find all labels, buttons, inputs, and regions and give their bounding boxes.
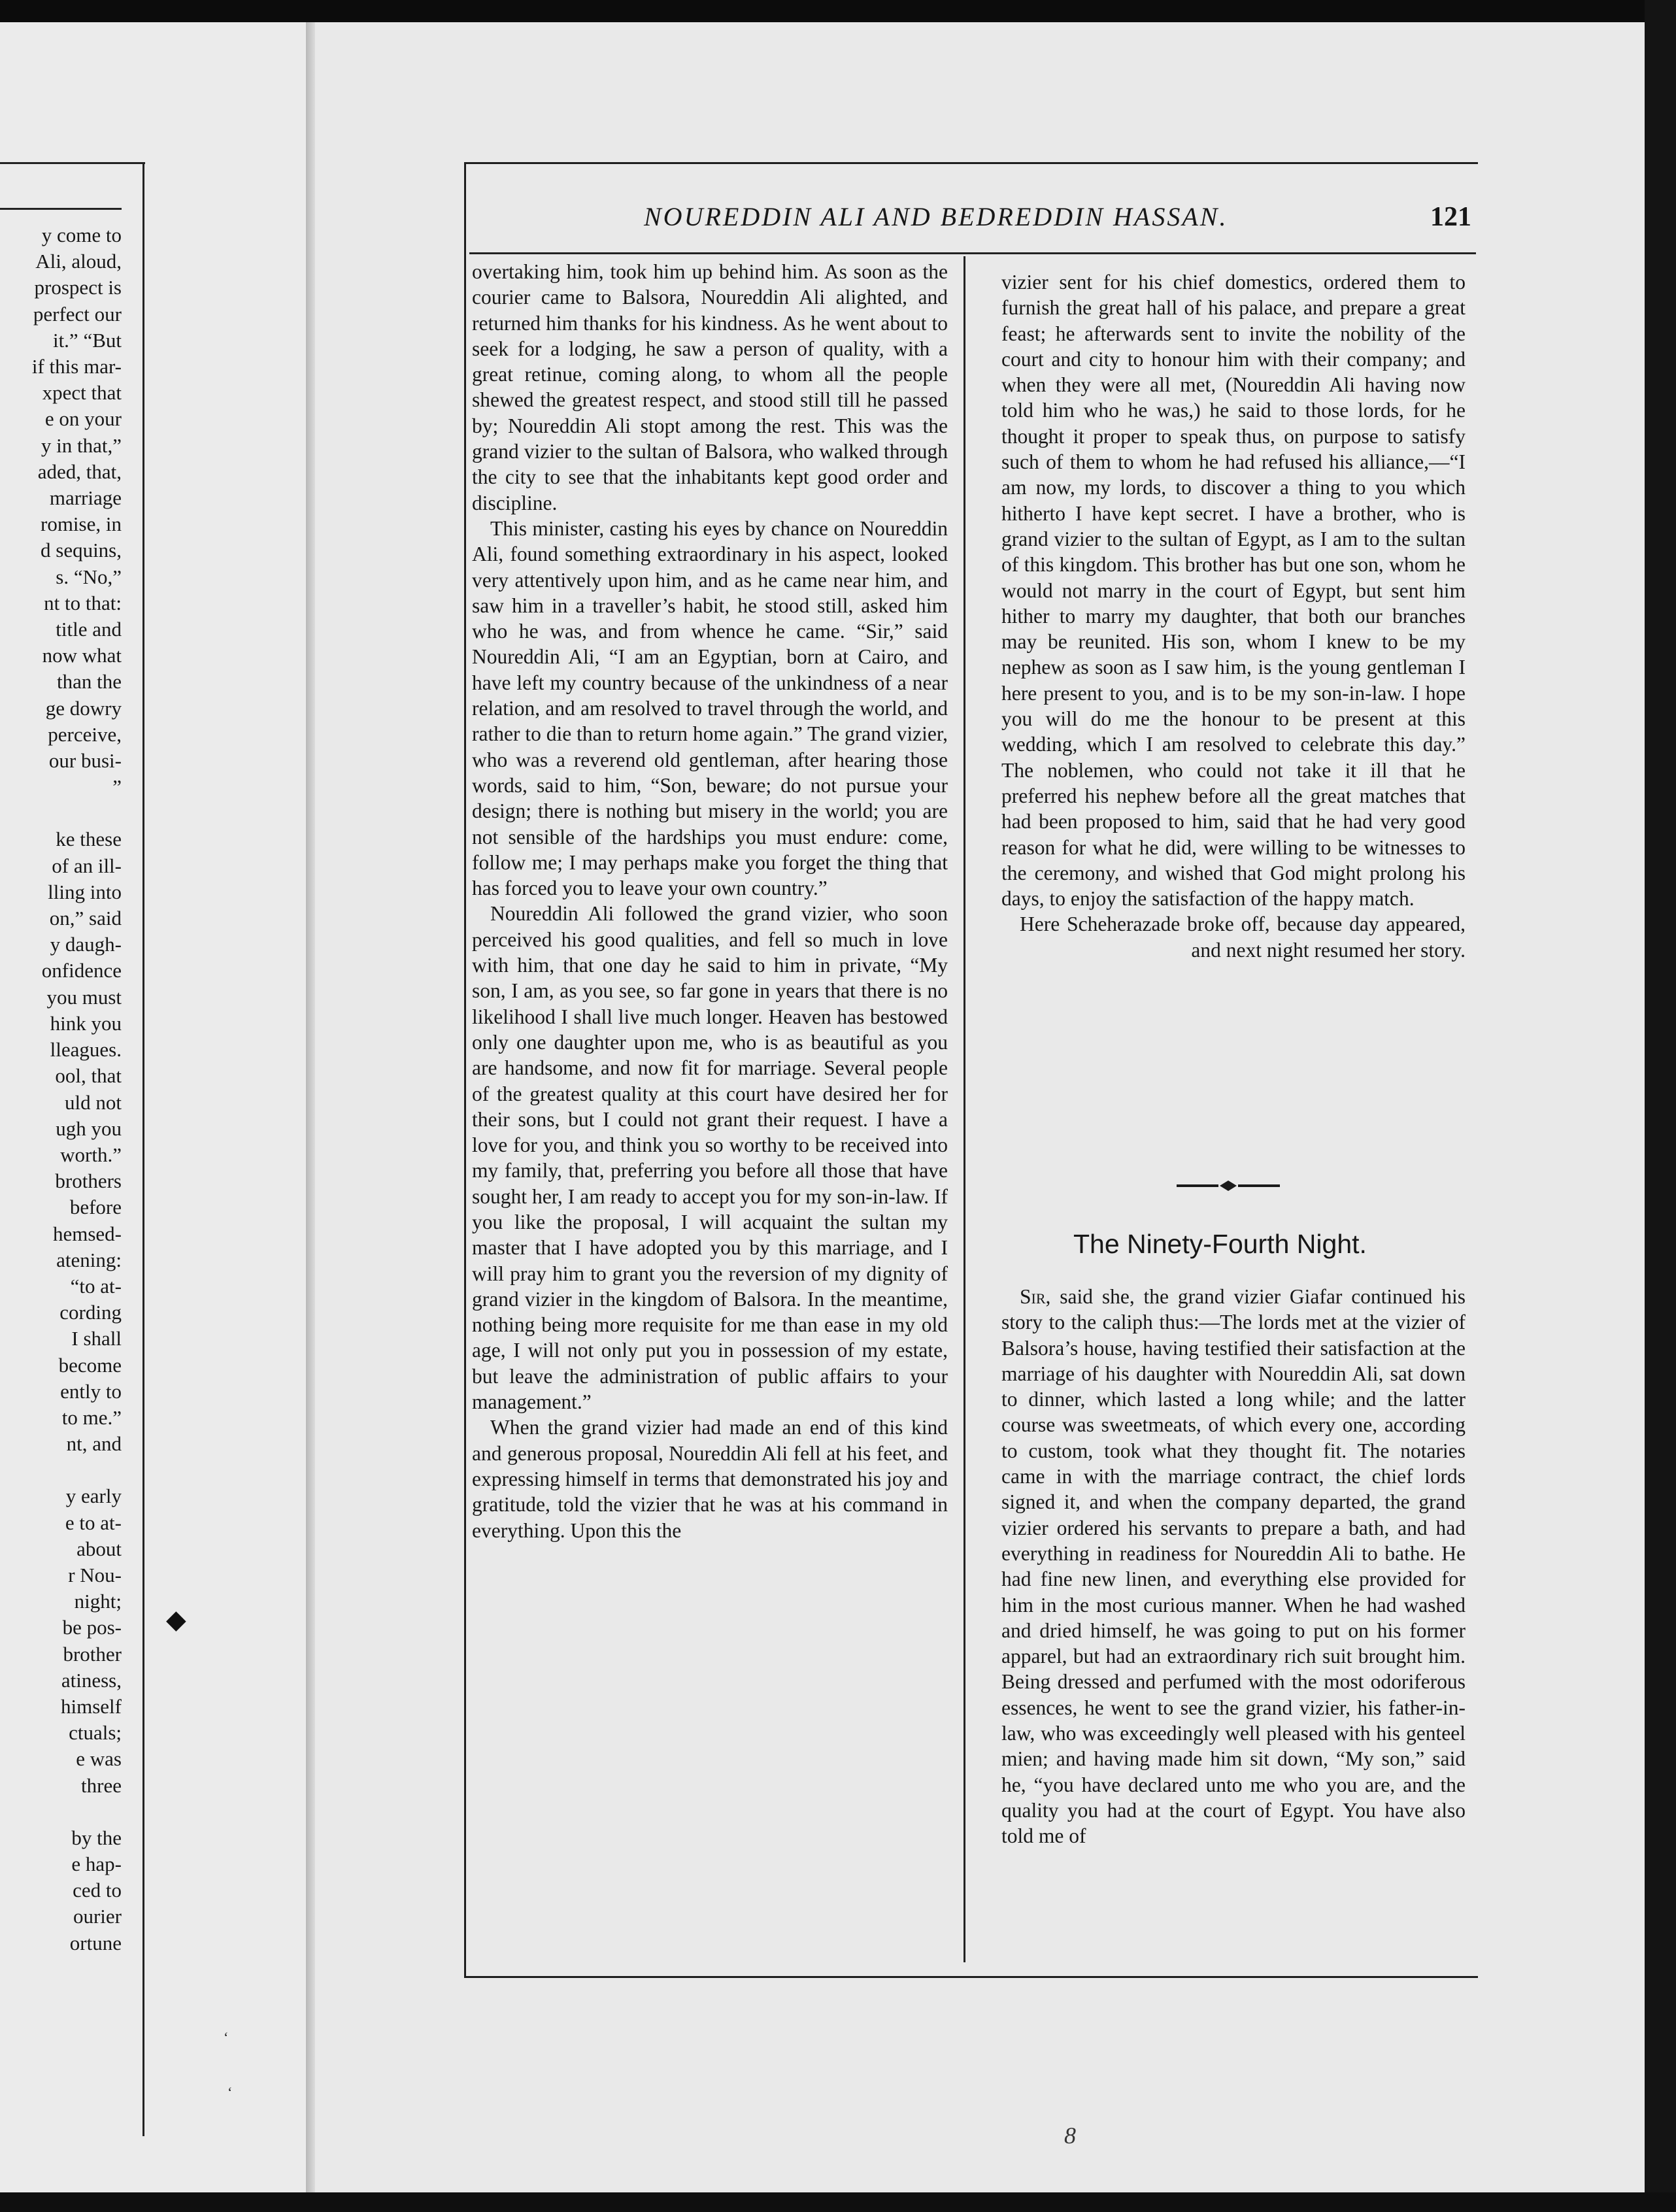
- text-line-fragment: ugh you: [56, 1116, 122, 1140]
- text-line-fragment: marriage: [49, 486, 122, 510]
- left-page-top-rule: [0, 162, 145, 164]
- text-line-fragment: Ali, aloud,: [35, 250, 122, 273]
- header-rule: [469, 252, 1476, 254]
- text-line-fragment: three: [81, 1773, 122, 1797]
- text-line-fragment: I shall: [71, 1327, 122, 1350]
- text-line-fragment: ently to: [60, 1379, 122, 1403]
- text-line-fragment: brother: [63, 1642, 122, 1666]
- text-line-fragment: now what: [42, 644, 122, 667]
- text-line-fragment: if this mar-: [31, 355, 122, 378]
- paragraph: This minister, casting his eyes by chance on Noureddin Ali, found something extraordinary in his aspect, looked very attentively upon him, and as he came near him, and saw him in a traveller’s habit, he stood still, asked him who he was, and from whence he came. “Sir,” said Noureddin Ali, “I am an Egyptian, born at Cairo, and have left my country because of the unkindness of a near relation, and am resolved to travel through the world, and rather to die than to return home again.” The grand vizier, who was a reverend old gentleman, after hearing those words, said to him, “Son, beware; do not pursue your design; there is nothing but misery in the world; you are not sensible of the hardships you must endure: come, follow me; I may perhaps make you forget the thing that has forced you to leave your own country.”: [472, 516, 948, 900]
- left-page-text-column: [0, 222, 122, 1956]
- text-line-fragment: aded, that,: [37, 460, 122, 483]
- text-line-fragment: s. “No,”: [56, 565, 122, 588]
- text-line-fragment: ctuals;: [69, 1721, 122, 1745]
- text-line-fragment: atening:: [56, 1248, 122, 1271]
- text-line-fragment: atiness,: [61, 1668, 122, 1692]
- text-line-fragment: perfect our: [33, 302, 122, 326]
- paragraph-gap: [0, 800, 122, 826]
- text-line-fragment: y come to: [41, 224, 122, 246]
- section-ornament-icon: [1177, 1178, 1280, 1194]
- text-line-fragment: hink you: [50, 1011, 122, 1035]
- text-line-fragment: it.” “But: [52, 328, 122, 352]
- text-line-fragment: hemsed-: [52, 1222, 122, 1245]
- text-line-fragment: ourier: [73, 1905, 122, 1928]
- text-line-fragment: ool, that: [55, 1064, 122, 1088]
- margin-tick-mark: ‘: [227, 2084, 233, 2100]
- text-line-fragment: y daugh-: [50, 933, 122, 956]
- paragraph: [1001, 1284, 1466, 1849]
- text-line-fragment: “to at-: [70, 1274, 122, 1298]
- text-line-fragment: ced to: [73, 1879, 122, 1902]
- text-line-fragment: cording: [59, 1301, 122, 1324]
- text-line-fragment: worth.”: [60, 1143, 122, 1166]
- right-text-column: [1001, 269, 1466, 963]
- page-number: 121: [1430, 202, 1471, 232]
- text-line-fragment: lling into: [48, 880, 122, 903]
- margin-tick-mark: ‘: [224, 2029, 229, 2045]
- text-line-fragment: romise, in: [41, 512, 122, 536]
- text-line-fragment: xpect that: [42, 381, 122, 405]
- lead-word: Sir,: [1020, 1285, 1051, 1308]
- text-line-fragment: nt to that:: [44, 591, 122, 614]
- text-line-fragment: our busi-: [48, 749, 122, 773]
- text-line-fragment: nt, and: [66, 1432, 122, 1456]
- text-line-fragment: on,” said: [49, 907, 122, 930]
- text-line-fragment: about: [76, 1537, 122, 1560]
- text-line-fragment: than the: [57, 670, 122, 694]
- text-line-fragment: perceive,: [48, 722, 122, 746]
- text-line-fragment: e was: [76, 1747, 122, 1771]
- paragraph-gap: [0, 1799, 122, 1825]
- paragraph-gap: [0, 1457, 122, 1483]
- text-line-fragment: ke these: [56, 828, 122, 851]
- left-page-frame-rule: [142, 162, 144, 2136]
- section-text-column: [1001, 1284, 1466, 1849]
- text-line-fragment: be pos-: [62, 1616, 122, 1639]
- text-line-fragment: y in that,”: [41, 433, 122, 457]
- text-line-fragment: night;: [74, 1590, 122, 1613]
- paragraph: vizier sent for his chief domestics, ordered them to furnish the great hall of his palace, and prepare a great feast; he afterwards sent to invite the nobility of the court and city to honour him with their company; and when they were all met, (Noureddin Ali having now told him who he was,) he said to those lords, for he thought it proper to speak thus, on purpose to satisfy such of them to whom he had refused his alliance,—“I am now, my lords, to discover a thing to you which hitherto I have kept secret. I have a brother, who is grand vizier to the sultan of Egypt, as I am to the sultan of this kingdom. This brother has but one son, whom he would not marry in the court of Egypt, but sent him hither to marry my daughter, that both our branches may be reunited. His son, whom I knew to be my nephew as soon as I saw him, is the young gentleman I here present to you, and is to be my son-in-law. I hope you will do me the honour to be present at this wedding, which I am resolved to celebrate this day.” The noblemen, who could not take it ill that he preferred his nephew before all the great matches that had been proposed to him, said that he had very good reason for what he did, were willing to be witnesses to the ceremony, and wished that God might prolong his days, to enjoy the satisfaction of the happy match.: [1001, 271, 1466, 911]
- text-line-fragment: to me.”: [61, 1405, 122, 1429]
- paragraph: Noureddin Ali followed the grand vizier, who soon perceived his good qualities, and fell so much in love with him, that one day he said to him in private, “My son, I am, as you see, so far gone in years that there is no likelihood I shall live much longer. Heaven has bestowed only one daughter upon me, who is as beautiful as you are handsome, and now fit for marriage. Several people of the greatest quality at this court have desired her for their sons, but I could not grant their request. I have a love for you, and think you so worthy to be received into my family, that, preferring you before all those that have sought her, I am ready to accept you for my son-in-law. If you like the proposal, I will acquaint the sultan my master that I have adopted you by this marriage, and I will pray him to grant you the reversion of my dignity of grand vizier in the kingdom of Balsora. In the meantime, nothing being more requisite for me than ease in my old age, I will not only put you in possession of my estate, but leave the administration of public affairs to your management.”: [472, 902, 948, 1414]
- text-line-fragment: y early: [65, 1484, 122, 1508]
- section-heading: The Ninety-Fourth Night.: [1073, 1229, 1367, 1259]
- text-line-fragment: d sequins,: [41, 539, 122, 562]
- bullet-ornament-icon: ◆: [166, 1605, 186, 1634]
- text-line-fragment: become: [58, 1353, 122, 1377]
- text-line-fragment: e hap-: [71, 1852, 122, 1875]
- text-line-fragment: by the: [71, 1826, 122, 1849]
- scan-border-bottom: [0, 2192, 1676, 2212]
- text-line-fragment: before: [69, 1196, 122, 1219]
- paragraph: Here Scheherazade broke off, because day appeared, and next night resumed her story.: [1020, 913, 1466, 962]
- text-line-fragment: of an ill-: [52, 854, 122, 877]
- text-line-fragment: ortune: [69, 1931, 122, 1954]
- text-line-fragment: ge dowry: [45, 696, 122, 720]
- text-line-fragment: you must: [46, 985, 122, 1009]
- text-line-fragment: onfidence: [41, 959, 122, 982]
- text-line-fragment: e on your: [44, 407, 122, 431]
- running-head: NOUREDDIN ALI AND BEDREDDIN HASSAN.: [644, 202, 1228, 231]
- text-line-fragment: r Nou-: [68, 1563, 122, 1586]
- scan-border-right: [1645, 0, 1676, 2212]
- text-line-fragment: himself: [61, 1694, 122, 1718]
- text-line-fragment: lleagues.: [50, 1038, 122, 1062]
- left-page-header-rule: [0, 208, 122, 210]
- book-gutter: [306, 22, 315, 2192]
- paragraph: overtaking him, took him up behind him. As soon as the courier came to Balsora, Noureddin Ali alighted, and returned him thanks for his kindness. As he went about to seek for a lodging, he saw a person of quality, with a great retinue, coming along, to whom all the people shewed the greatest respect, and stood still till he passed by; Noureddin Ali stopt among the rest. This was the grand vizier to the sultan of Balsora, who walked through the city to see that the inhabitants kept good order and discipline.: [472, 260, 948, 514]
- paragraph-text: said she, the grand vizier Giafar continued his story to the caliph thus:—The lords met at the vizier of Balsora’s house, having testified their satisfaction at the marriage of his daughter with Noureddin Ali, sat down to dinner, which lasted a long while; and the latter course was sweetmeats, of which every one, according to custom, took what they thought fit. The notaries came in with the marriage contract, the chief lords signed it, and when the company departed, the grand vizier ordered his servants to prepare a bath, and had everything in readiness for Noureddin Ali to bathe. He had fine new linen, and everything else provided for him in the most curious manner. When he had washed and dried himself, he was going to put on his former apparel, but had an extraordinary rich suit brought him. Being dressed and perfumed with the most odoriferous essences, he went to see the grand vizier, his father-in-law, who was exceedingly well pleased with his genteel mien; and having made him sit down, “My son,” said he, “you have declared unto me who you are, and the quality you had at the court of Egypt. You have also told me of: [1001, 1285, 1466, 1848]
- text-line-fragment: uld not: [65, 1090, 122, 1114]
- paragraph: When the grand vizier had made an end of this kind and generous proposal, Noureddin Ali fell at his feet, and expressing himself in terms that demonstrated his joy and gratitude, told the vizier that he was at his command in everything. Upon this the: [472, 1416, 948, 1542]
- scan-border-top: [0, 0, 1676, 22]
- text-line-fragment: ”: [112, 775, 122, 799]
- column-divider: [964, 256, 965, 1962]
- text-line-fragment: e to at-: [65, 1511, 122, 1534]
- bottom-page-mark: 8: [1064, 2122, 1076, 2149]
- left-text-column: [472, 259, 948, 1543]
- text-line-fragment: prospect is: [34, 276, 122, 299]
- text-line-fragment: brothers: [55, 1169, 122, 1193]
- text-line-fragment: title and: [56, 618, 122, 641]
